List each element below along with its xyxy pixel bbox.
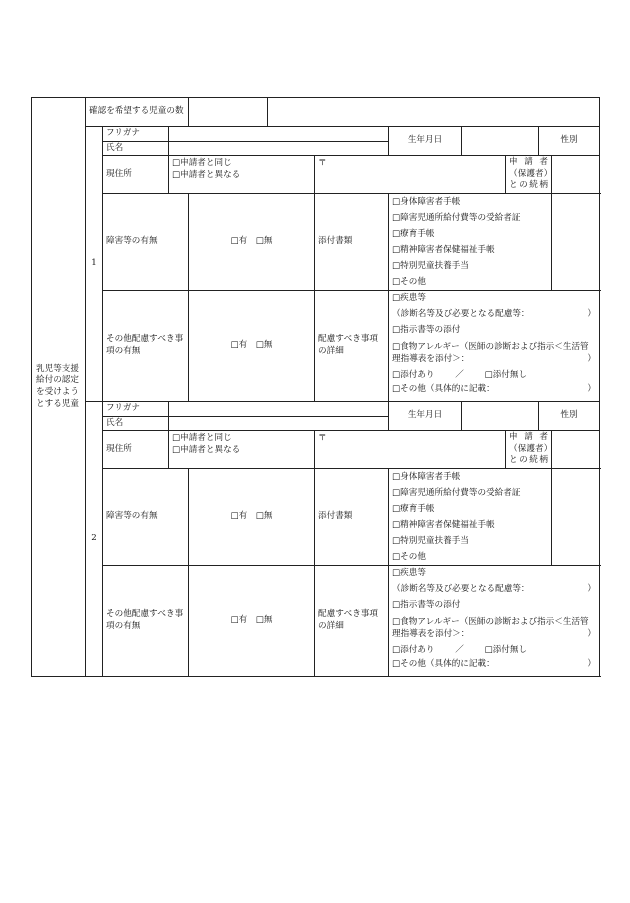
count-blank (268, 98, 600, 127)
care-other-close: ） (587, 384, 597, 395)
attachment-list (389, 193, 552, 290)
address-label: 現住所 (103, 431, 169, 469)
disability-label: 障害等の有無 (103, 468, 189, 565)
address-options (169, 431, 315, 469)
birthdate-label: 生年月日 (389, 127, 462, 156)
care-food-cell (389, 613, 600, 644)
care-food-cell (389, 338, 600, 369)
attachment-item[interactable]: □精神障害者保健福祉手帳 (392, 244, 495, 255)
attachment-label: 添付書類 (315, 193, 389, 290)
address-diff-checkbox[interactable]: □申請者と異なる (172, 169, 241, 180)
care-food-close: ） (587, 628, 597, 639)
furigana-input[interactable] (169, 401, 389, 416)
attachment-item[interactable]: □身体障害者手帳 (392, 196, 461, 207)
attachment-item[interactable]: □身体障害者手帳 (392, 471, 461, 482)
address-diff-checkbox[interactable]: □申請者と異なる (172, 444, 241, 455)
care-attach-yes-checkbox[interactable]: □添付あり (392, 370, 435, 381)
other-care-label: その他配慮すべき事項の有無 (103, 565, 189, 676)
attachment-item[interactable]: □精神障害者保健福祉手帳 (392, 519, 495, 530)
care-slash: ／ (455, 370, 464, 381)
care-food-checkbox[interactable]: □食物アレルギー（医師の診断および指示＜生活管理指導表を添付＞： (392, 342, 589, 364)
birthdate-input[interactable] (462, 401, 539, 430)
relation-input[interactable] (552, 156, 600, 194)
care-attach-cell (389, 644, 600, 676)
care-detail-label: 配慮すべき事項の詳細 (315, 565, 389, 676)
care-attach-yes-checkbox[interactable]: □添付あり (392, 645, 435, 656)
disability-yes-no[interactable]: □有 □無 (189, 193, 315, 290)
attachment-blank (552, 193, 600, 290)
other-care-label: その他配慮すべき事項の有無 (103, 290, 189, 401)
care-diagnosis-close: ） (587, 308, 597, 319)
name-label: 氏名 (103, 141, 169, 156)
attachment-item[interactable]: □障害児通所給付費等の受給者証 (392, 212, 521, 223)
attachment-item[interactable]: □療育手帳 (392, 228, 435, 239)
name-label: 氏名 (103, 416, 169, 431)
relation-input[interactable] (552, 431, 600, 469)
postal-code-field[interactable]: 〒 (315, 156, 506, 194)
care-disease-checkbox[interactable]: □疾患等 (392, 292, 426, 303)
care-detail-label: 配慮すべき事項の詳細 (315, 290, 389, 401)
care-food-close: ） (587, 353, 597, 364)
care-diagnosis-cell (389, 581, 600, 597)
care-instruction-cell (389, 597, 600, 613)
care-disease-cell (389, 290, 600, 306)
care-instruction-checkbox[interactable]: □指示書等の添付 (392, 324, 461, 335)
care-attach-no-checkbox[interactable]: □添付無し (484, 645, 528, 656)
care-food-checkbox[interactable]: □食物アレルギー（医師の診断および指示＜生活管理指導表を添付＞： (392, 617, 589, 639)
child-info-form (31, 97, 600, 677)
care-slash: ／ (455, 645, 464, 656)
care-disease-cell (389, 565, 600, 581)
other-care-yes-no[interactable]: □有 □無 (189, 290, 315, 401)
postal-code-field[interactable]: 〒 (315, 431, 506, 469)
relation-label: 申請者（保護者）との続柄 (506, 431, 552, 469)
furigana-label: フリガナ (103, 127, 169, 142)
care-attach-no-checkbox[interactable]: □添付無し (484, 370, 528, 381)
care-disease-checkbox[interactable]: □疾患等 (392, 567, 426, 578)
attachment-list (389, 468, 552, 565)
birthdate-label: 生年月日 (389, 401, 462, 430)
care-diagnosis-text: （診断名等及び必要となる配慮等： (392, 583, 530, 594)
attachment-item[interactable]: □その他 (392, 551, 426, 562)
relation-label: 申請者（保護者）との続柄 (506, 156, 552, 194)
section-label: 乳児等支援給付の認定を受けようとする児童 (32, 98, 86, 677)
care-diagnosis-close: ） (587, 583, 597, 594)
address-same-checkbox[interactable]: □申請者と同じ (172, 158, 232, 169)
other-care-yes-no[interactable]: □有 □無 (189, 565, 315, 676)
care-diagnosis-text: （診断名等及び必要となる配慮等： (392, 308, 530, 319)
child-number: 1 (86, 127, 103, 402)
address-label: 現住所 (103, 156, 169, 194)
name-input[interactable] (169, 141, 389, 156)
attachment-label: 添付書類 (315, 468, 389, 565)
count-input[interactable] (189, 98, 268, 127)
attachment-item[interactable]: □特別児童扶養手当 (392, 260, 469, 271)
address-options (169, 156, 315, 194)
care-instruction-cell (389, 322, 600, 338)
care-attach-cell (389, 369, 600, 401)
disability-label: 障害等の有無 (103, 193, 189, 290)
furigana-input[interactable] (169, 127, 389, 142)
attachment-item[interactable]: □その他 (392, 276, 426, 287)
gender-label: 性別 (539, 401, 600, 430)
birthdate-input[interactable] (462, 127, 539, 156)
name-input[interactable] (169, 416, 389, 431)
attachment-item[interactable]: □特別児童扶養手当 (392, 535, 469, 546)
furigana-label: フリガナ (103, 401, 169, 416)
care-diagnosis-cell (389, 306, 600, 322)
care-other-checkbox[interactable]: □その他（具体的に記載： (392, 384, 495, 395)
attachment-item[interactable]: □障害児通所給付費等の受給者証 (392, 487, 521, 498)
attachment-item[interactable]: □療育手帳 (392, 503, 435, 514)
gender-label: 性別 (539, 127, 600, 156)
disability-yes-no[interactable]: □有 □無 (189, 468, 315, 565)
child-number: 2 (86, 401, 103, 676)
count-label: 確認を希望する児童の数 (86, 98, 189, 127)
address-same-checkbox[interactable]: □申請者と同じ (172, 433, 232, 444)
care-instruction-checkbox[interactable]: □指示書等の添付 (392, 599, 461, 610)
care-other-close: ） (587, 659, 597, 670)
attachment-blank (552, 468, 600, 565)
care-other-checkbox[interactable]: □その他（具体的に記載： (392, 659, 495, 670)
